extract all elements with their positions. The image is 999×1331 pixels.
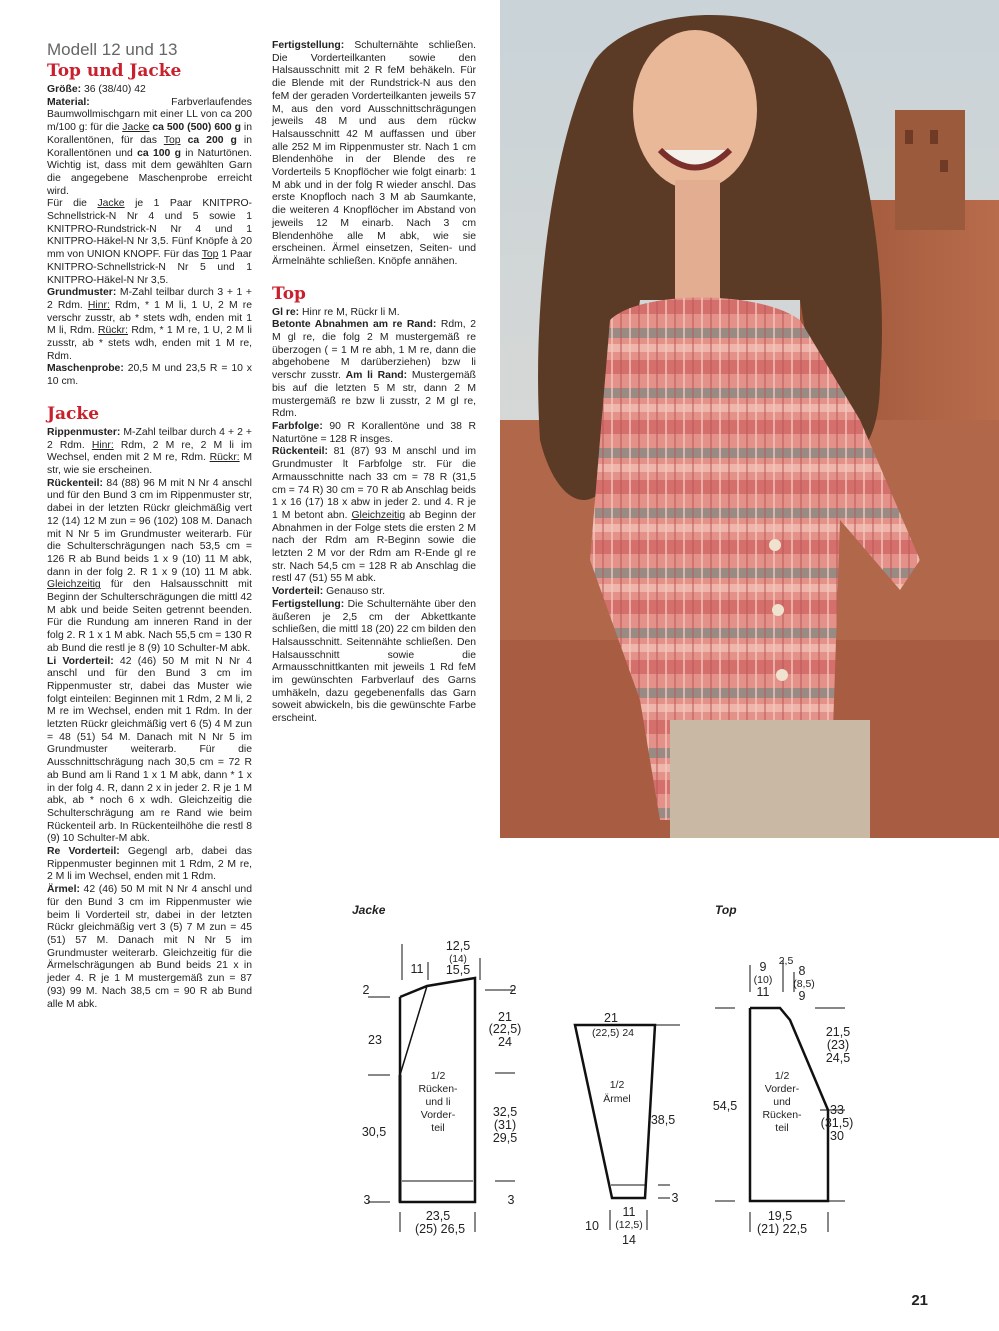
svg-text:12,5: 12,5	[445, 939, 471, 953]
svg-text:3: 3	[363, 1193, 371, 1207]
svg-text:24,5: 24,5	[825, 1051, 851, 1065]
svg-text:(12,5): (12,5)	[615, 1219, 643, 1231]
decrease-paragraph: Betonte Abnahmen am re Rand: Rdm, 2 M gl re, die folg 2 M mustergemäß re überzogen ( = 1 M re abh, 1 M re, dann die abgehobene M darüberziehen) bzw li verschr zusstr. Am li Rand: Mustergemäß bis auf die letzten 5 M str, dann 2 M mustergemäß re bzw li zusstr, 2 M gl re, Rdm.	[272, 319, 476, 420]
svg-text:33: 33	[830, 1103, 844, 1117]
page-title: Top und Jacke	[47, 61, 182, 81]
top-schematic	[713, 955, 854, 1236]
section-title-top: Top	[272, 283, 306, 304]
svg-text:38,5: 38,5	[650, 1113, 676, 1127]
back-paragraph: Rückenteil: 84 (88) 96 M mit N Nr 4 anschl und für den Bund 3 cm im Rippenmuster str, dabei in der letzten Rückr gleichmäßig vert 12 (14) 12 M zun = 96 (102) 108 M. Danach mit N Nr 5 im Grundmuster weiterarb. Für die Schulterschrägungen nach 53,5 cm = 126 R ab Bund beids 1 x 9 (10) 11 M abk, dann in der folg 2. R 1 x 9 (10) 11 M abk. Gleichzeitig für den Halsausschnitt mit Beginn der Schulterschrägungen die mittl 42 M abk und beide Seiten getrennt beenden. Für die Rundung am inneren Rand in der folg 2. R 1 x 1 M abk. Nach 55,5 cm = 130 R ab Bund die restl je 8 (9) 10 Schulter-M abk.	[47, 477, 252, 654]
right-front-paragraph: Re Vorderteil: Gegengl arb, dabei das Rippenmuster beginnen mit 1 Rdm, 2 M re, 2 M li im Wechsel, enden mit 1 Rdm.	[47, 846, 252, 883]
svg-text:teil: teil	[775, 1122, 789, 1134]
svg-text:15,5: 15,5	[445, 963, 471, 977]
svg-text:21: 21	[604, 1011, 618, 1025]
svg-text:(22,5): (22,5)	[488, 1022, 522, 1036]
svg-text:8: 8	[798, 964, 806, 978]
stockinette-paragraph: Gl re: Hinr re M, Rückr li M.	[272, 306, 400, 318]
svg-text:32,5: 32,5	[492, 1105, 518, 1119]
model-photo	[500, 0, 999, 838]
svg-text:24: 24	[498, 1035, 512, 1049]
svg-text:1/2: 1/2	[609, 1079, 625, 1091]
color-sequence-paragraph: Farbfolge: 90 R Korallentöne und 38 R Naturtöne = 128 R insges.	[272, 420, 476, 445]
top-front-paragraph: Vorderteil: Genauso str.	[272, 586, 386, 598]
svg-text:9: 9	[759, 960, 767, 974]
svg-text:(22,5) 24: (22,5) 24	[591, 1027, 635, 1039]
finishing-paragraph-top: Fertigstellung: Die Schulternähte über den äußeren je 2,5 cm der Abkettkante schließen, die mittl 18 (20) 22 cm bilden den Halsausschnitt. Seitennähte schließen. Den Halsausschnitt sowie die Armausschnittkanten mit jeweils 1 Rd feM im gewünschten Farbverlauf des Garns umhäkeln, dazu gegebenenfalls das Garn soweit abwickeln, bis die gewünschte Farbe erscheint.	[272, 598, 476, 725]
svg-text:Rücken-: Rücken-	[418, 1083, 458, 1095]
svg-text:(25) 26,5: (25) 26,5	[414, 1222, 466, 1236]
svg-text:23: 23	[368, 1033, 382, 1047]
svg-text:teil: teil	[431, 1122, 445, 1134]
left-front-paragraph: Li Vorderteil: 42 (46) 50 M mit N Nr 4 anschl und für den Bund 3 cm im Rippenmuster str, dabei das Muster wie folgt einteilen: Beginnen mit 1 Rdm, 2 M li, 2 M re im Wechsel, enden mit 1 Rdm. In der letzten Rückr gleichmäßig vert 6 (5) 4 M zun = 48 (51) 54 M. Danach mit N Nr 5 im Grundmuster weiterarb. Für die Ausschnittschrägung nach 30,5 cm = 72 R ab Bund am li Rand 1 x 1 M abk, dann * 1 x in der folg 4. R, dann 2 x in jeder 2. R je 1 M abk, ab * noch 6 x wdh. Gleichzeitig die Schulterschrägung am re Rand wie beim Rückenteil arb. In Rückenteilhöhe die restl 8 (9) 10 Schulter-M abk.	[47, 655, 252, 845]
size-paragraph: Größe: 36 (38/40) 42	[47, 84, 146, 95]
jacke-schematic	[362, 939, 522, 1236]
text-column-middle	[272, 40, 476, 726]
schematic-title-jacke: Jacke	[352, 903, 386, 917]
svg-text:11: 11	[756, 985, 770, 999]
pattern-paragraph: Grundmuster: M-Zahl teilbar durch 3 + 1 + 2 Rdm. Hinr: Rdm, * 1 M li, 1 U, 2 M re verschr zusstr, ab * stets wdh, enden mit 1 M li, Rdm. Rückr: Rdm, * 1 M re, 1 U, 2 M li zusstr, ab * stets wdh, enden mit 1 M re, Rdm.	[47, 287, 252, 362]
sleeve-paragraph: Ärmel: 42 (46) 50 M mit N Nr 4 anschl und für den Bund 3 cm im Rippenmuster wie beim li Vorderteil str, dabei in der letzten Rückr gleichmäßig vert 3 (5) 7 M zun = 45 (51) 57 M. Danach mit N Nr 5 im Grundmuster weiterarb. Gleichzeitig für die Ärmelschrägungen ab Bund beids 21 x in jeder 4. R je 1 M mustergemäß zun = 87 (93) 99 M. Nach 38,5 cm = 90 R ab Bund alle M abk.	[47, 884, 252, 1010]
section-title-jacke: Jacke	[47, 403, 100, 424]
gauge-paragraph: Maschenprobe: 20,5 M und 23,5 R = 10 x 10 cm.	[47, 363, 252, 388]
svg-text:und: und	[773, 1096, 791, 1108]
svg-text:2: 2	[362, 983, 370, 997]
svg-text:(14): (14)	[449, 954, 467, 965]
svg-text:(10): (10)	[753, 974, 773, 986]
svg-text:3: 3	[507, 1193, 515, 1207]
photo-illustration	[500, 0, 999, 838]
svg-text:30: 30	[830, 1129, 844, 1143]
svg-text:(8,5): (8,5)	[793, 978, 815, 990]
svg-text:Vorder-: Vorder-	[420, 1109, 456, 1121]
schematics	[330, 880, 890, 1260]
svg-text:11: 11	[622, 1205, 636, 1219]
svg-text:2,5: 2,5	[778, 955, 794, 967]
finishing-paragraph-jacke: Fertigstellung: Schulternähte schließen. Die Vorderteilkanten sowie den Halsausschnitt mit 2 R feM behäkeln. Für die Blende mit der Rundstrick-N aus den feM der geraden Vorderteilkanten jeweils 57 M, aus den vord Ausschnittschrägungen jeweils 48 M und aus dem rückw Halsausschnitt 42 M auffassen und über alle 252 M im Rippenmuster str. Nach 1 cm Blendenhöhe in der Blende des re Vorderteils 5 Knopflöcher wie folgt einarb: 1 M abk und in der folg R wieder anschl. Das erste Knopfloch nach 3 M ab Saumkante, die weiteren 4 Knopflöcher im Abstand von jeweils 12 M einarb. Nach 3 cm Blendenhöhe alle M abk, wie sie erscheinen. Ärmel einsetzen, Seiten- und Ärmelnähte schließen. Knöpfe annähen.	[272, 40, 476, 267]
svg-text:(31): (31)	[493, 1118, 517, 1132]
svg-text:Rücken-: Rücken-	[762, 1109, 802, 1121]
svg-text:29,5: 29,5	[492, 1131, 518, 1145]
svg-text:54,5: 54,5	[712, 1099, 738, 1113]
svg-text:30,5: 30,5	[361, 1125, 387, 1139]
page-number: 21	[911, 1292, 928, 1309]
needles-paragraph: Für die Jacke je 1 Paar KNITPRO-Schnellstrick-N Nr 4 und 5 sowie 1 KNITPRO-Rundstrick-N Nr 4 und 1 KNITPRO-Häkel-N Nr 3,5. Fünf Knöpfe à 20 mm von UNION KNOPF. Für das Top 1 Paar KNITPRO-Schnellstrick-N Nr 5 und 1 KNITPRO-Häkel-N Nr 3,5.	[47, 198, 252, 286]
svg-text:10: 10	[585, 1219, 599, 1233]
svg-text:(31,5): (31,5)	[820, 1116, 854, 1130]
schematic-drawings	[330, 880, 890, 1260]
material-paragraph: Material: Farbverlaufendes Baumwollmischgarn mit einer LL von ca 200 m/100 g: für die Jacke ca 500 (500) 600 g in Korallentönen, für das Top ca 200 g in Korallentönen und ca 100 g in Naturtönen. Wichtig ist, dass mit dem gewählten Garn die angegebene Maschenprobe erreicht wird.	[47, 96, 252, 197]
svg-text:und li: und li	[425, 1096, 451, 1108]
svg-text:21,5: 21,5	[825, 1025, 851, 1039]
svg-text:3: 3	[671, 1191, 679, 1205]
svg-text:9: 9	[798, 989, 806, 1003]
schematic-title-top: Top	[715, 903, 737, 917]
model-number: Modell 12 und 13	[47, 40, 178, 59]
svg-text:1/2: 1/2	[430, 1070, 446, 1082]
svg-text:14: 14	[622, 1233, 636, 1247]
rib-paragraph: Rippenmuster: M-Zahl teilbar durch 4 + 2 + 2 Rdm. Hinr: Rdm, 2 M re, 2 M li im Wechsel, enden mit 2 M re, Rdm. Rückr: M str, wie sie erscheinen.	[47, 426, 252, 476]
svg-text:(21) 22,5: (21) 22,5	[756, 1222, 808, 1236]
svg-text:1/2: 1/2	[774, 1070, 790, 1082]
text-column-left	[47, 40, 252, 1011]
svg-text:19,5: 19,5	[767, 1209, 793, 1223]
svg-text:Vorder-: Vorder-	[764, 1083, 800, 1095]
svg-text:2: 2	[509, 983, 517, 997]
svg-text:(23): (23)	[826, 1038, 850, 1052]
sleeve-schematic	[575, 1011, 680, 1247]
svg-text:23,5: 23,5	[425, 1209, 451, 1223]
top-back-paragraph: Rückenteil: 81 (87) 93 M anschl und im Grundmuster lt Farbfolge str. Für die Armausschnitte nach 33 cm = 78 R (31,5 cm = 74 R) 30 cm = 70 R ab Anschlag beids 1 x 16 (17) 18 x abw in jeder 2. und 4. R je 1 M betont abn. Gleichzeitig ab Beginn der Abnahmen in der Folge stets die ersten 2 M nach der Rdm am R-Beginn sowie die letzten 2 M vor der Rdm am R-Ende gl re str. Nach 54,5 cm = 128 R ab Anschlag die restl 47 (51) 55 M abk.	[272, 446, 477, 585]
svg-text:21: 21	[498, 1010, 512, 1024]
svg-text:Ärmel: Ärmel	[603, 1093, 631, 1105]
svg-text:11: 11	[410, 962, 424, 976]
